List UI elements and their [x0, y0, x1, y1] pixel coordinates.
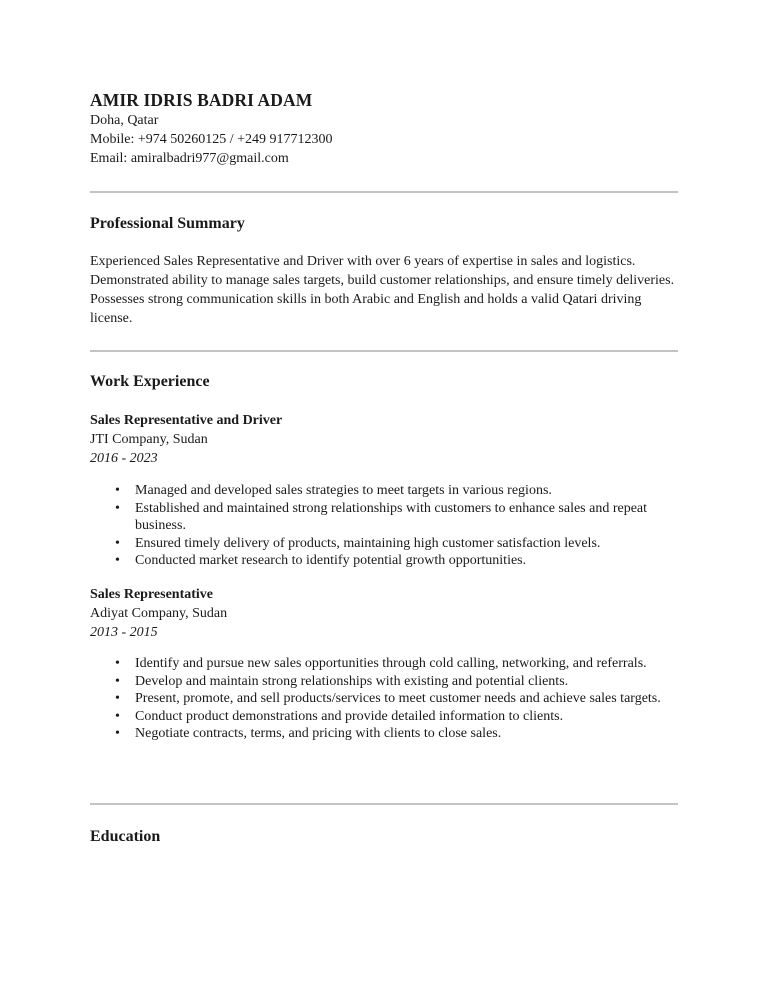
bullet-text: Conducted market research to identify potential growth opportunities. [135, 553, 527, 568]
divider-header [90, 191, 678, 193]
experience-heading: Work Experience [90, 373, 210, 390]
divider-summary [90, 350, 678, 352]
job-entry-1 [90, 411, 282, 468]
bullet-item [90, 708, 680, 726]
bullet-icon: • [115, 673, 120, 689]
bullet-icon: • [115, 500, 120, 516]
bullet-icon: • [115, 726, 120, 741]
location-text: Doha, Qatar [90, 113, 159, 128]
bullet-text: Develop and maintain strong relationships with existing and potential clients. [135, 673, 569, 689]
bullet-item [90, 482, 680, 500]
bullet-text: Present, promote, and sell products/services to meet customer needs and achieve sales targets. [135, 691, 661, 706]
contact-block [90, 111, 333, 168]
education-heading: Education [90, 828, 161, 845]
bullet-item [90, 690, 680, 708]
bullet-item [90, 500, 680, 535]
bullet-item [90, 673, 680, 691]
bullet-text: Ensured timely delivery of products, maintaining high customer satisfaction levels. [135, 535, 601, 551]
bullet-icon: • [115, 708, 120, 724]
bullet-icon: • [115, 553, 120, 568]
bullet-icon: • [115, 656, 120, 671]
bullet-text: Established and maintained strong relationships with customers to enhance sales and repeat business. [135, 500, 648, 533]
job-title: Sales Representative [90, 587, 213, 602]
job-company: JTI Company, Sudan [90, 432, 208, 447]
job-company: Adiyat Company, Sudan [90, 606, 228, 621]
email-text: Email: amiralbadri977@gmail.com [90, 151, 289, 166]
summary-text: Experienced Sales Representative and Driver with over 6 years of expertise in sales and logistics. Demonstrated ability to manage sales targets, build customer relationships, and ensure timely deliveries. Possesses strong communication skills in both Arabic and English and holds a valid Qatari driving license. [90, 254, 675, 326]
bullet-text: Managed and developed sales strategies to meet targets in various regions. [135, 483, 552, 498]
job-entry-2 [90, 585, 227, 642]
bullet-text: Identify and pursue new sales opportunities through cold calling, networking, and referrals. [135, 656, 647, 671]
bullet-item [90, 552, 680, 570]
job-2-bullet-list [90, 655, 680, 743]
bullet-item [90, 725, 680, 743]
bullet-icon: • [115, 535, 120, 551]
summary-heading: Professional Summary [90, 215, 245, 232]
bullet-item [90, 655, 680, 673]
mobile-text: Mobile: +974 50260125 / +249 917712300 [90, 132, 333, 147]
divider-experience [90, 803, 678, 805]
candidate-name: AMIR IDRIS BADRI ADAM [90, 90, 313, 110]
bullet-icon: • [115, 691, 120, 706]
job-1-bullet-list [90, 482, 680, 570]
job-dates: 2013 - 2015 [90, 625, 158, 640]
bullet-text: Negotiate contracts, terms, and pricing with clients to close sales. [135, 726, 502, 741]
bullet-icon: • [115, 483, 120, 498]
job-dates: 2016 - 2023 [90, 451, 158, 466]
job-title: Sales Representative and Driver [90, 413, 283, 428]
bullet-item [90, 535, 680, 553]
bullet-text: Conduct product demonstrations and provide detailed information to clients. [135, 708, 564, 724]
